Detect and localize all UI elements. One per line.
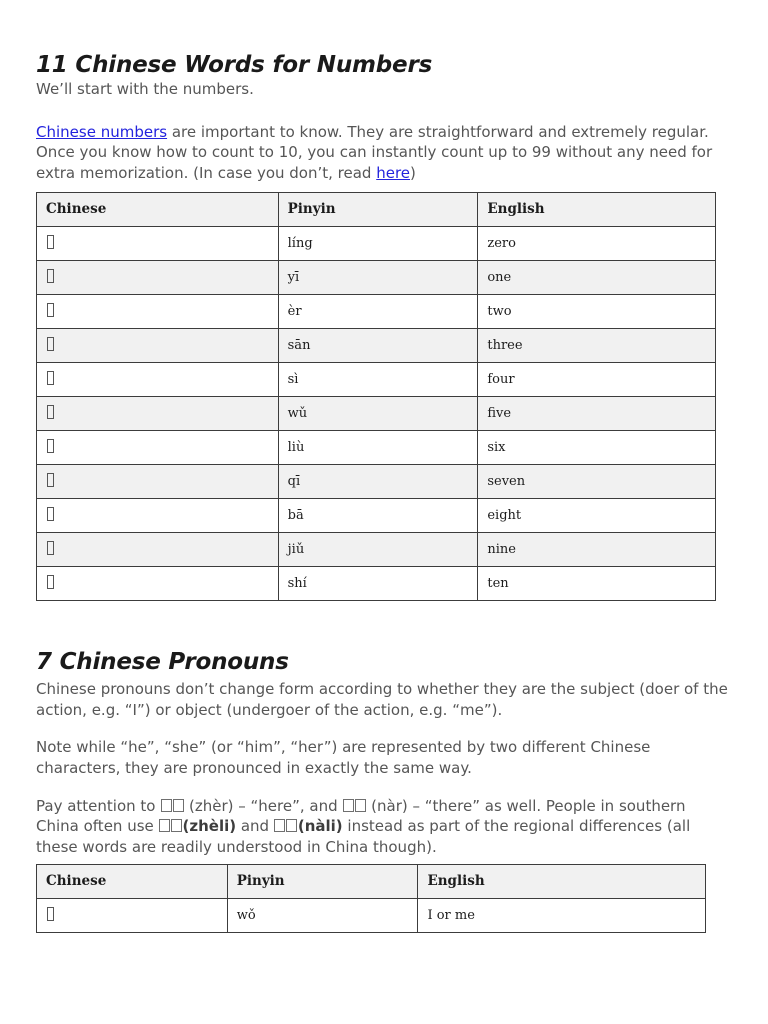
cell-pinyin: liù bbox=[278, 430, 478, 464]
cell-english: seven bbox=[478, 464, 716, 498]
column-header-chinese: Chinese bbox=[37, 864, 228, 898]
cell-english: nine bbox=[478, 532, 716, 566]
table-row bbox=[37, 464, 716, 498]
cell-english: five bbox=[478, 396, 716, 430]
cell-pinyin: shí bbox=[278, 566, 478, 600]
missing-glyph-icon bbox=[159, 819, 170, 832]
cell-pinyin: èr bbox=[278, 294, 478, 328]
numbers-intro-text-2: ) bbox=[410, 164, 416, 183]
cell-chinese bbox=[37, 532, 279, 566]
table-row bbox=[37, 294, 716, 328]
page-title-pronouns: 7 Chinese Pronouns bbox=[36, 648, 289, 675]
missing-glyph-icon bbox=[47, 439, 54, 453]
missing-glyph-icon bbox=[171, 819, 182, 832]
cell-pinyin: yī bbox=[278, 260, 478, 294]
missing-glyph-icon bbox=[355, 799, 366, 812]
para3-bold-nali: (nàli) bbox=[297, 817, 343, 836]
missing-glyph-icon bbox=[47, 473, 54, 487]
cell-pinyin: qī bbox=[278, 464, 478, 498]
para3-text-4: and bbox=[236, 817, 274, 836]
table-row bbox=[37, 532, 716, 566]
column-header-english: English bbox=[478, 192, 716, 226]
table-row bbox=[37, 328, 716, 362]
table-header-row bbox=[37, 192, 716, 226]
cell-chinese bbox=[37, 226, 279, 260]
numbers-table bbox=[36, 192, 716, 601]
cell-chinese bbox=[37, 294, 279, 328]
table-row bbox=[37, 430, 716, 464]
chinese-numbers-link[interactable]: Chinese numbers bbox=[36, 122, 168, 141]
cell-english: ten bbox=[478, 566, 716, 600]
cell-english: two bbox=[478, 294, 716, 328]
missing-glyph-icon bbox=[47, 507, 54, 521]
table-row bbox=[37, 362, 716, 396]
column-header-pinyin: Pinyin bbox=[227, 864, 418, 898]
missing-glyph-icon bbox=[47, 303, 54, 317]
page-title-numbers: 11 Chinese Words for Numbers bbox=[36, 52, 433, 78]
cell-chinese bbox=[37, 464, 279, 498]
cell-pinyin: sì bbox=[278, 362, 478, 396]
column-header-pinyin: Pinyin bbox=[278, 192, 478, 226]
cell-chinese bbox=[37, 362, 279, 396]
missing-glyph-icon bbox=[47, 405, 54, 419]
pronouns-paragraph-3 bbox=[36, 796, 732, 858]
table-row bbox=[37, 898, 706, 932]
para3-text-1: Pay attention to bbox=[36, 796, 161, 815]
pronouns-table-body bbox=[37, 898, 706, 932]
missing-glyph-icon bbox=[47, 907, 54, 921]
cell-chinese bbox=[37, 566, 279, 600]
cell-chinese bbox=[37, 396, 279, 430]
numbers-table-body bbox=[37, 226, 716, 600]
para3-text-2: (zhèr) – “here”, and bbox=[184, 796, 343, 815]
missing-glyph-icon bbox=[161, 799, 172, 812]
cell-chinese bbox=[37, 898, 228, 932]
missing-glyph-icon bbox=[47, 235, 54, 249]
cell-english: eight bbox=[478, 498, 716, 532]
cell-english: six bbox=[478, 430, 716, 464]
para3-text-3: (nàr) – “there” as well. People in southern China often use bbox=[36, 796, 686, 836]
missing-glyph-icon bbox=[286, 819, 297, 832]
cell-pinyin: líng bbox=[278, 226, 478, 260]
cell-pinyin: bā bbox=[278, 498, 478, 532]
cell-english: one bbox=[478, 260, 716, 294]
missing-glyph-icon bbox=[274, 819, 285, 832]
cell-chinese bbox=[37, 498, 279, 532]
cell-pinyin: wǔ bbox=[278, 396, 478, 430]
numbers-intro-paragraph bbox=[36, 122, 732, 184]
missing-glyph-icon bbox=[47, 541, 54, 555]
pronouns-paragraph-1: Chinese pronouns don’t change form according to whether they are the subject (doer of the action, e.g. “I”) or object (undergoer of the action, e.g. “me”). bbox=[36, 679, 728, 719]
here-link[interactable]: here bbox=[376, 164, 411, 183]
table-header-row bbox=[37, 864, 706, 898]
cell-english: I or me bbox=[418, 898, 706, 932]
numbers-lead-text: We’ll start with the numbers. bbox=[36, 80, 254, 98]
table-row bbox=[37, 226, 716, 260]
cell-pinyin: wǒ bbox=[227, 898, 418, 932]
cell-pinyin: sān bbox=[278, 328, 478, 362]
missing-glyph-icon bbox=[343, 799, 354, 812]
pronouns-table bbox=[36, 864, 706, 933]
para3-bold-zheli: (zhèli) bbox=[182, 817, 237, 836]
table-row bbox=[37, 260, 716, 294]
cell-chinese bbox=[37, 260, 279, 294]
missing-glyph-icon bbox=[47, 371, 54, 385]
missing-glyph-icon bbox=[47, 575, 54, 589]
numbers-intro-text-1: are important to know. They are straightforward and extremely regular. Once you know how to count to 10, you can instantly count up to 99 without any need for extra memorization. (In case you don’t, read bbox=[36, 122, 713, 183]
cell-english: three bbox=[478, 328, 716, 362]
para3-text-5: instead as part of the regional differences (all these words are readily understood in China though). bbox=[36, 817, 691, 856]
missing-glyph-icon bbox=[47, 337, 54, 351]
cell-chinese bbox=[37, 430, 279, 464]
cell-english: four bbox=[478, 362, 716, 396]
cell-pinyin: jiǔ bbox=[278, 532, 478, 566]
missing-glyph-icon bbox=[173, 799, 184, 812]
table-row bbox=[37, 566, 716, 600]
column-header-chinese: Chinese bbox=[37, 192, 279, 226]
pronouns-paragraph-2: Note while “he”, “she” (or “him”, “her”) are represented by two different Chinese characters, they are pronounced in exactly the same way. bbox=[36, 738, 651, 777]
table-row bbox=[37, 396, 716, 430]
table-row bbox=[37, 498, 716, 532]
column-header-english: English bbox=[418, 864, 706, 898]
missing-glyph-icon bbox=[47, 269, 54, 283]
cell-chinese bbox=[37, 328, 279, 362]
cell-english: zero bbox=[478, 226, 716, 260]
